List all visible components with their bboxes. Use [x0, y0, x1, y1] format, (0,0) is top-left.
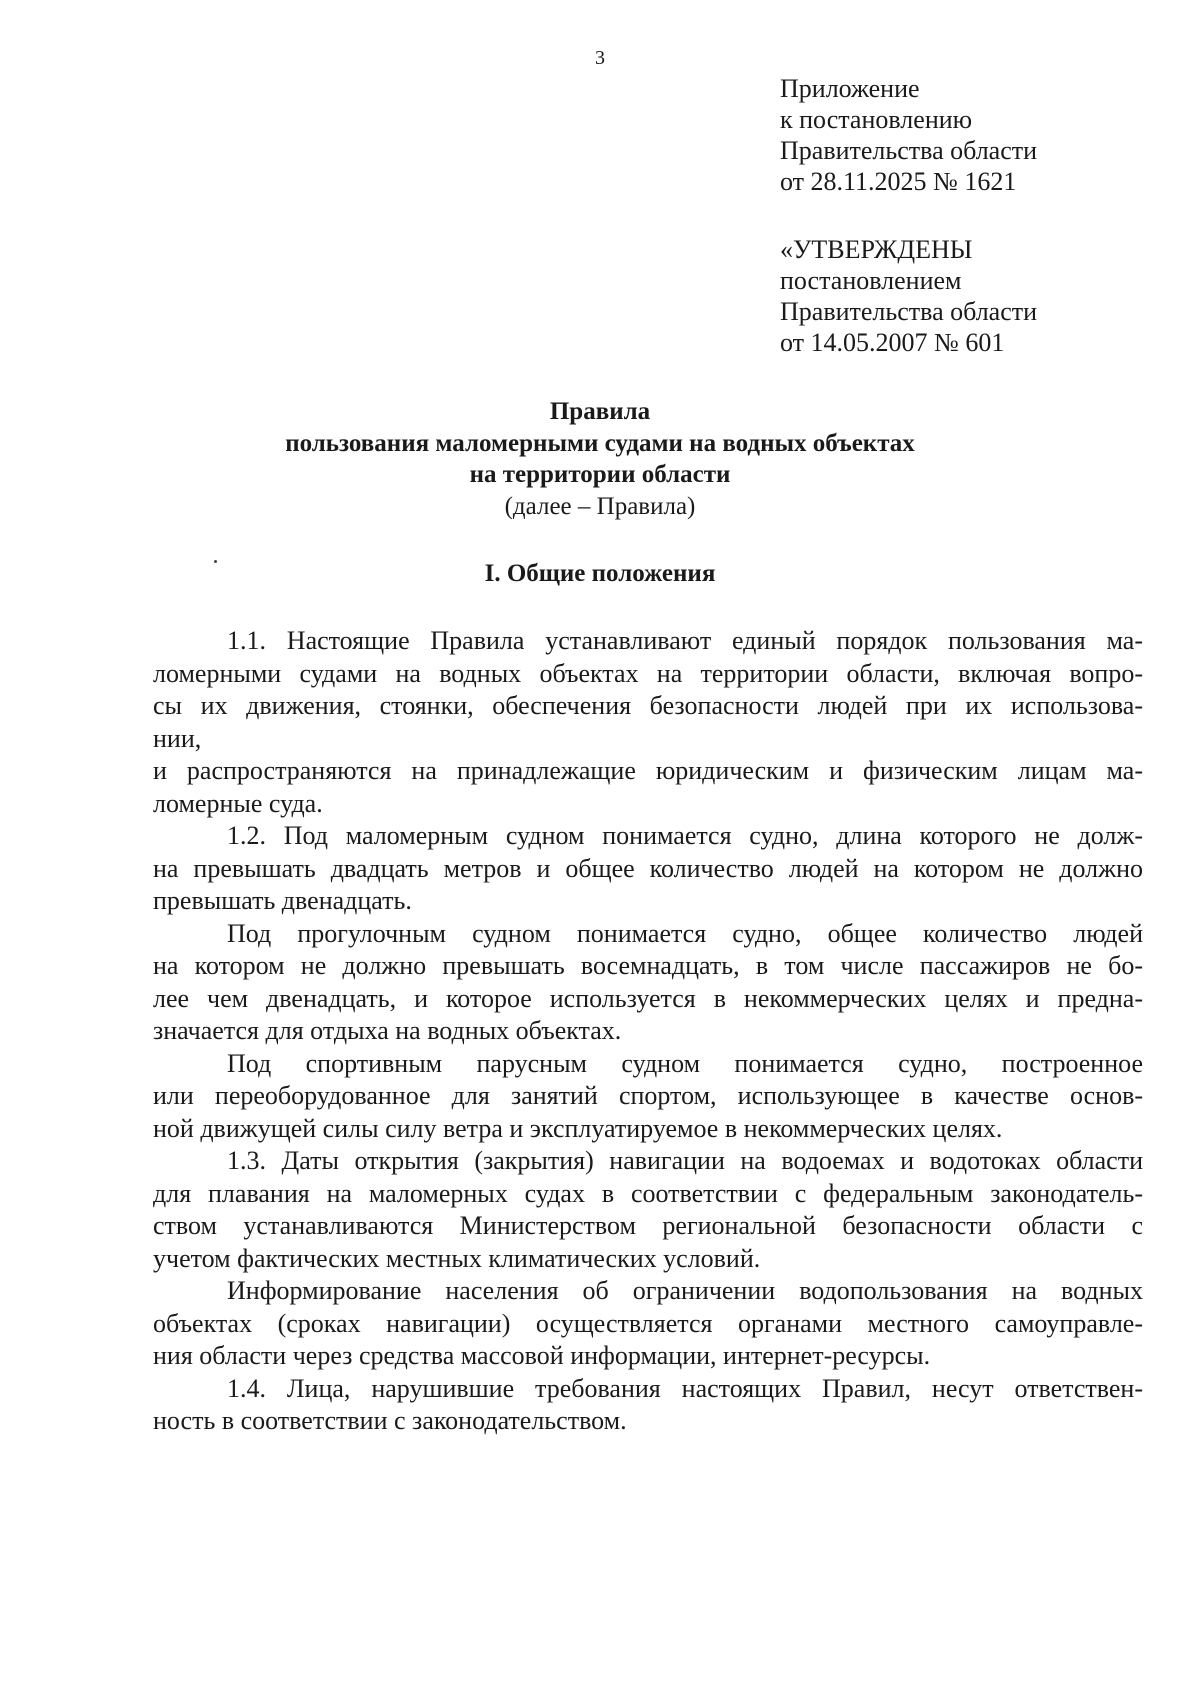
title-subtitle: (далее – Правила): [504, 492, 696, 520]
paragraph-line: превышать двенадцать.: [153, 886, 412, 915]
paragraph-line: лее чем двенадцать, и которое используется в некоммерческих целях и предна-: [153, 983, 1143, 1013]
paragraph-line: 1.2. Под маломерным судном понимается судно, длина которого не долж-: [227, 821, 1143, 850]
paragraph-line: 1.1. Настоящие Правила устанавливают единый порядок пользования ма-: [227, 626, 1143, 655]
paragraph-line: и распространяются на принадлежащие юридическим и физическим лицам ма-: [153, 756, 1143, 785]
approval-line: «УТВЕРЖДЕНЫ: [780, 235, 973, 264]
section-heading: I. Общие положения: [484, 560, 716, 587]
paragraph-line: 1.4. Лица, нарушившие требования настоящих Правил, несут ответствен-: [227, 1373, 1143, 1403]
paragraph-line: Под спортивным парусным судном понимается судно, построенное: [227, 1048, 1143, 1078]
document-title: [0, 396, 1200, 522]
paragraph-line: на котором не должно превышать восемнадцать, в том числе пассажиров не бо-: [153, 951, 1143, 980]
body-text: [153, 625, 1143, 1438]
paragraph-line: на превышать двадцать метров и общее количество людей на котором не должно: [153, 853, 1143, 883]
approval-line: Правительства области: [780, 297, 1038, 326]
paragraph-line: значается для отдыха на водных объектах.: [153, 1016, 622, 1045]
appendix-reference: [780, 73, 1037, 197]
page-number: 3: [595, 47, 605, 69]
appendix-line: к постановлению: [780, 105, 973, 134]
paragraph-line: ния области через средства массовой информации, интернет-ресурсы.: [153, 1341, 931, 1370]
paragraph-line: ность в соответствии с законодательством.: [153, 1406, 627, 1435]
paragraph-line: нии,: [153, 723, 202, 753]
paragraph-line: ной движущей силы силу ветра и эксплуатируемое в некоммерческих целях.: [153, 1113, 1003, 1143]
title-line: на территории области: [469, 461, 731, 488]
appendix-line: от 28.11.2025 № 1621: [780, 167, 1017, 196]
appendix-line: Приложение: [780, 74, 920, 103]
paragraph-line: сы их движения, стоянки, обеспечения безопасности людей при их использова-: [153, 691, 1143, 720]
paragraph-line: учетом фактических местных климатических условий.: [153, 1243, 761, 1273]
approval-stamp: [780, 234, 1037, 358]
paragraph-line: ломерными судами на водных объектах на территории области, включая вопро-: [153, 658, 1143, 688]
paragraph-line: для плавания на маломерных судах в соответствии с федеральным законодатель-: [153, 1178, 1143, 1208]
paragraph-line: или переоборудованное для занятий спортом, использующее в качестве основ-: [153, 1081, 1143, 1110]
paragraph-line: 1.3. Даты открытия (закрытия) навигации на водоемах и водотоках области: [227, 1146, 1143, 1175]
paragraph-line: ломерные суда.: [153, 788, 323, 818]
paragraph-line: Под прогулочным судном понимается судно, общее количество людей: [227, 918, 1143, 948]
paragraph-line: объектах (сроках навигации) осуществляется органами местного самоуправле-: [153, 1308, 1143, 1338]
appendix-line: Правительства области: [780, 136, 1038, 165]
paragraph-line: Информирование населения об ограничении водопользования на водных: [227, 1276, 1143, 1305]
title-line: пользования маломерными судами на водных объектах: [285, 429, 915, 457]
paragraph-line: ством устанавливаются Министерством региональной безопасности области с: [153, 1211, 1143, 1240]
title-line: Правила: [549, 398, 651, 425]
approval-line: постановлением: [780, 266, 962, 295]
approval-line: от 14.05.2007 № 601: [780, 328, 1005, 357]
